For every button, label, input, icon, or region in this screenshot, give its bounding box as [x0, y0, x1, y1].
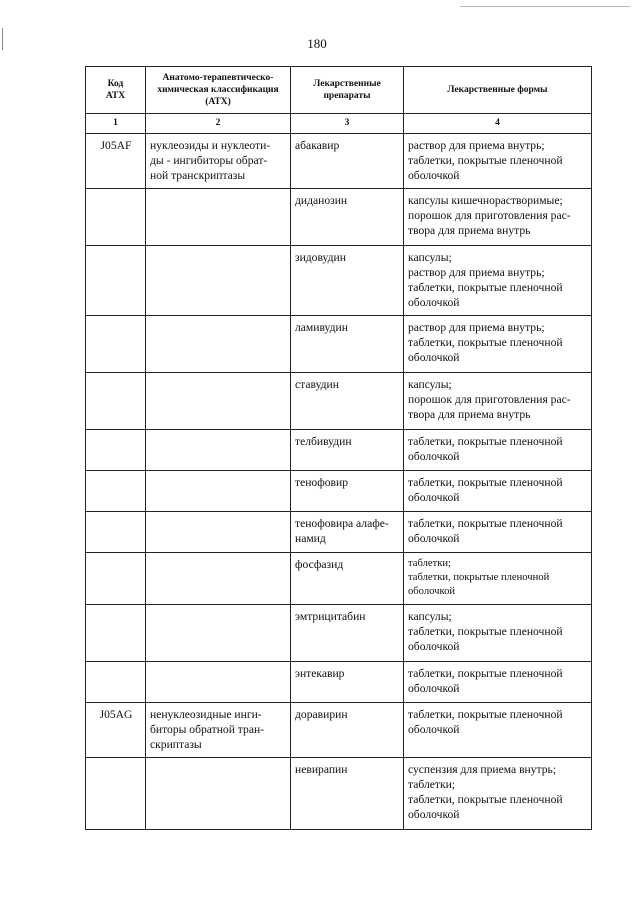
atc-code-cell [86, 316, 146, 373]
atc-code-cell [86, 512, 146, 553]
atc-code-cell [86, 662, 146, 703]
atc-code-cell [86, 471, 146, 512]
atc-code-cell [86, 553, 146, 605]
dosage-forms-cell-line: оболочкой [408, 351, 460, 364]
table-row [86, 373, 592, 430]
dosage-forms-cell-line: таблетки, покрытые пленочной [408, 793, 563, 806]
classification-cell [146, 246, 291, 316]
drug-cell [291, 430, 404, 471]
atc-code-cell: J05AF [86, 134, 146, 189]
table-row [86, 703, 592, 758]
classification-cell [146, 430, 291, 471]
dosage-forms-cell-line: оболочкой [408, 491, 460, 504]
classification-cell-line: нуклеозиды и нуклеоти- [150, 139, 271, 152]
drug-cell [291, 134, 404, 189]
classification-cell-line: ды - ингибиторы обрат- [150, 154, 268, 167]
header-code-line: Код [107, 79, 124, 89]
column-number-row [86, 114, 592, 134]
drug-cell [291, 246, 404, 316]
table-row [86, 189, 592, 246]
dosage-forms-cell-line: таблетки, покрытые пленочной [408, 154, 563, 167]
table-row [86, 246, 592, 316]
dosage-forms-cell [404, 189, 592, 246]
classification-cell [146, 662, 291, 703]
classification-cell [146, 316, 291, 373]
atc-code-cell [86, 189, 146, 246]
dosage-forms-cell-line: таблетки, покрытые пленочной [408, 667, 563, 680]
classification-cell [146, 758, 291, 830]
dosage-forms-cell [404, 134, 592, 189]
dosage-forms-cell-line: порошок для приготовления рас- [408, 209, 571, 222]
drug-cell-line: зидовудин [295, 251, 346, 264]
drug-cell [291, 662, 404, 703]
dosage-forms-cell-line: таблетки, покрытые пленочной [408, 476, 563, 489]
header-drugs [291, 67, 404, 114]
drug-cell-line: телбивудин [295, 435, 352, 448]
dosage-forms-cell [404, 471, 592, 512]
header-forms [404, 67, 592, 114]
drug-cell [291, 758, 404, 830]
header-classification-line: Анатомо-терапевтическо- [162, 73, 274, 83]
dosage-forms-cell [404, 316, 592, 373]
classification-cell [146, 605, 291, 662]
column-number: 4 [404, 114, 592, 134]
classification-cell [146, 512, 291, 553]
atc-code-cell [86, 246, 146, 316]
dosage-forms-cell-line: таблетки, покрытые пленочной [408, 625, 563, 638]
drug-cell [291, 316, 404, 373]
drug-cell [291, 553, 404, 605]
header-drugs-line: Лекарственные [313, 79, 381, 89]
dosage-forms-cell-line: оболочкой [408, 808, 460, 821]
drug-cell-line: невирапин [295, 763, 348, 776]
classification-cell [146, 373, 291, 430]
atc-code-cell: J05AG [86, 703, 146, 758]
header-code [86, 67, 146, 114]
dosage-forms-cell-line: капсулы; [408, 378, 452, 391]
table-row [86, 430, 592, 471]
table-row [86, 134, 592, 189]
drug-cell-line: абакавир [295, 139, 340, 152]
table-row [86, 316, 592, 373]
dosage-forms-cell-line: оболочкой [408, 296, 460, 309]
drug-cell-line: ламивудин [295, 321, 348, 334]
drug-cell-line: тенофовира алафе- [295, 517, 389, 530]
dosage-forms-cell [404, 430, 592, 471]
header-forms-line: Лекарственные формы [447, 85, 548, 95]
dosage-forms-cell-line: оболочкой [408, 586, 456, 597]
classification-cell-line: ненуклеозидные инги- [150, 708, 262, 721]
dosage-forms-cell-line: капсулы; [408, 251, 452, 264]
top-scan-rule [460, 6, 630, 7]
drug-cell-line: тенофовир [295, 476, 348, 489]
atc-code-cell [86, 373, 146, 430]
dosage-forms-cell-line: таблетки, покрытые пленочной [408, 281, 563, 294]
dosage-forms-cell-line: таблетки, покрытые пленочной [408, 336, 563, 349]
drug-cell-line: доравирин [295, 708, 348, 721]
header-drugs-line: препараты [323, 91, 371, 101]
header-classification [146, 67, 291, 114]
table-row [86, 553, 592, 605]
header-code-line: АТХ [105, 91, 126, 101]
dosage-forms-cell-line: таблетки, покрытые пленочной [408, 435, 563, 448]
table-row [86, 512, 592, 553]
column-number: 1 [86, 114, 146, 134]
dosage-forms-cell-line: порошок для приготовления рас- [408, 393, 571, 406]
atc-code-cell [86, 430, 146, 471]
dosage-forms-cell-line: суспензия для приема внутрь; [408, 763, 557, 776]
drug-cell [291, 605, 404, 662]
dosage-forms-cell [404, 662, 592, 703]
dosage-forms-cell-line: таблетки, покрытые пленочной [408, 572, 550, 583]
dosage-forms-cell-line: раствор для приема внутрь; [408, 266, 545, 279]
dosage-forms-cell-line: таблетки; [408, 778, 456, 791]
header-classification-line: химическая классификация [157, 85, 279, 95]
drug-cell-line: фосфазид [295, 558, 344, 571]
dosage-forms-cell-line: оболочкой [408, 723, 460, 736]
drug-cell [291, 471, 404, 512]
dosage-forms-cell-line: твора для приема внутрь [408, 224, 531, 237]
classification-cell-line: ной транскриптазы [150, 169, 246, 182]
dosage-forms-cell-line: таблетки; [408, 558, 451, 569]
dosage-forms-cell [404, 758, 592, 830]
dosage-forms-cell-line: таблетки, покрытые пленочной [408, 517, 563, 530]
dosage-forms-cell [404, 512, 592, 553]
dosage-forms-cell-line: капсулы кишечнорастворимые; [408, 194, 563, 207]
drug-cell-line: энтекавир [295, 667, 345, 680]
dosage-forms-cell-line: раствор для приема внутрь; [408, 139, 545, 152]
drug-cell [291, 512, 404, 553]
dosage-forms-cell [404, 553, 592, 605]
dosage-forms-cell-line: капсулы; [408, 610, 452, 623]
dosage-forms-cell-line: оболочкой [408, 169, 460, 182]
dosage-forms-cell-line: твора для приема внутрь [408, 408, 531, 421]
dosage-forms-cell [404, 246, 592, 316]
header-classification-line: (АТХ) [205, 97, 231, 107]
table-row [86, 471, 592, 512]
table-row [86, 605, 592, 662]
drug-cell-line: намид [295, 532, 326, 545]
classification-cell [146, 134, 291, 189]
dosage-forms-cell [404, 373, 592, 430]
classification-cell [146, 553, 291, 605]
table-row [86, 662, 592, 703]
column-number: 3 [291, 114, 404, 134]
atc-code-cell [86, 605, 146, 662]
dosage-forms-cell-line: оболочкой [408, 682, 460, 695]
dosage-forms-cell-line: оболочкой [408, 640, 460, 653]
drug-cell [291, 373, 404, 430]
drug-cell [291, 189, 404, 246]
dosage-forms-cell-line: оболочкой [408, 450, 460, 463]
dosage-forms-cell [404, 703, 592, 758]
drug-cell-line: ставудин [295, 378, 339, 391]
classification-cell-line: скриптазы [150, 738, 202, 751]
drug-cell [291, 703, 404, 758]
classification-cell [146, 471, 291, 512]
classification-cell-line: биторы обратной тран- [150, 723, 265, 736]
drug-cell-line: эмтрицитабин [295, 610, 366, 623]
page-number: 180 [307, 36, 327, 51]
classification-cell [146, 703, 291, 758]
classification-cell [146, 189, 291, 246]
drug-cell-line: диданозин [295, 194, 348, 207]
table-row [86, 758, 592, 830]
header-row [86, 67, 592, 114]
dosage-forms-cell-line: оболочкой [408, 532, 460, 545]
dosage-forms-cell-line: раствор для приема внутрь; [408, 321, 545, 334]
dosage-forms-cell-line: таблетки, покрытые пленочной [408, 708, 563, 721]
dosage-forms-cell [404, 605, 592, 662]
atc-table [85, 66, 592, 830]
atc-code-cell [86, 758, 146, 830]
column-number: 2 [146, 114, 291, 134]
